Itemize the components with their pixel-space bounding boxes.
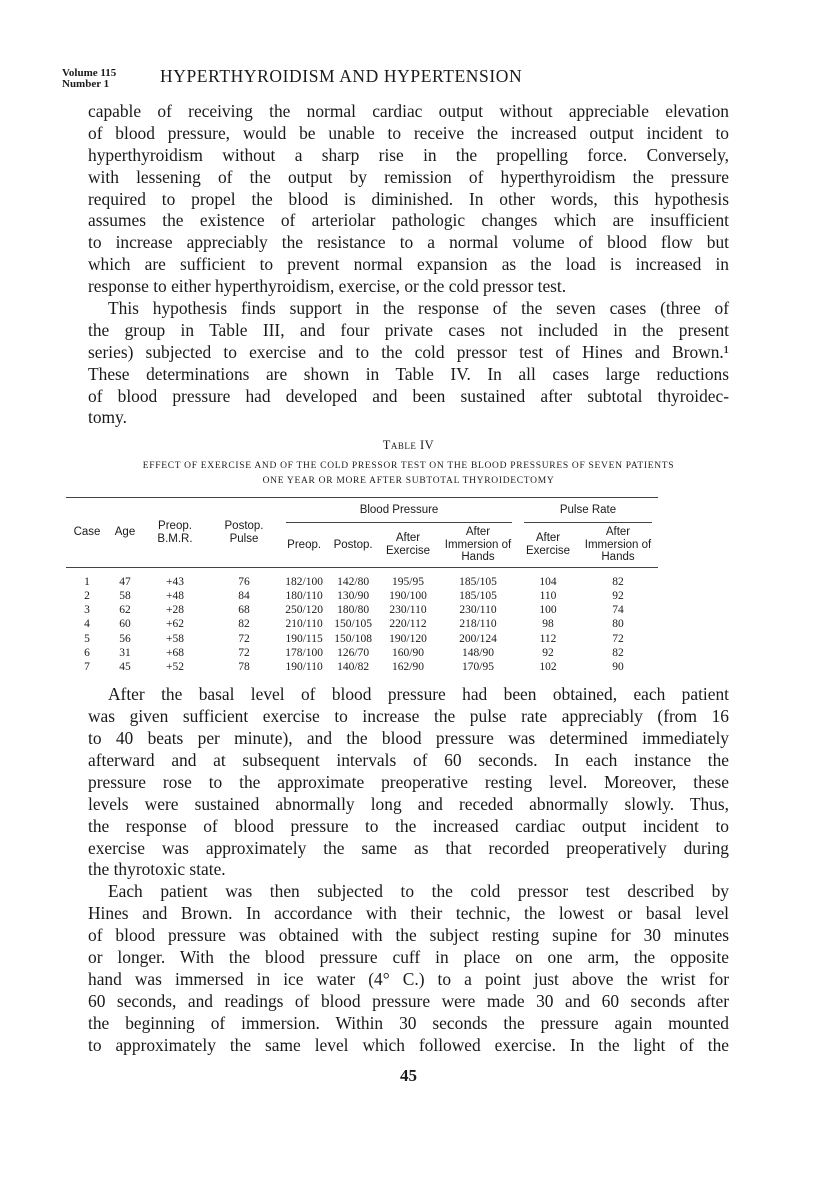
table-cell: 45 [119,661,131,674]
table-cell: +28 [166,604,184,617]
table-cell: 7 [84,661,90,674]
table-cell: 200/124 [459,632,497,645]
table-cell: 190/120 [389,632,427,645]
table-cell: 56 [119,632,131,645]
text-line: tomy. [88,407,127,428]
table-caption [48,459,769,489]
table-cell: 102 [539,661,557,674]
group-label: Blood Pressure [286,504,512,523]
table-cell: 250/120 [285,604,323,617]
text-line: was given sufficient exercise to increase the pulse rate appreciably (from 16 [88,706,729,727]
text-line: the response of blood pressure to the increased cardiac output incident to [88,815,729,836]
table-cell: +52 [166,661,184,674]
table-cell: 1 [84,575,90,588]
text-line: 60 seconds, and readings of blood pressure were made 30 and 60 seconds after [88,990,729,1011]
paragraph-3 [88,684,729,881]
col-case: Case [66,498,108,568]
table-cell: 104 [539,575,557,588]
table-cell: 162/90 [392,661,424,674]
text-line: levels were sustained abnormally long and receded abnormally slowly. Thus, [88,793,729,814]
table-cell: 185/105 [459,590,497,603]
table-cell: +62 [166,618,184,631]
running-header-title: HYPERTHYROIDISM AND HYPERTENSION [160,66,523,86]
table-cell: 47 [119,575,131,588]
table-cell: 170/95 [462,661,494,674]
text-line: series) subjected to exercise and to the cold pressor test of Hines and Brown.¹ [88,341,729,362]
table-cell: 210/110 [285,618,323,631]
caption-line: EFFECT OF EXERCISE AND OF THE COLD PRESSOR TEST ON THE BLOOD PRESSURES OF SEVEN PATIENTS [142,461,675,472]
table-cell: 148/90 [462,646,494,659]
table-cell: 150/105 [334,618,372,631]
text-line: to increase appreciably the resistance to a normal volume of blood flow but [88,232,729,253]
table-cell: 92 [542,646,554,659]
col-bp-preop: Preop. [280,523,328,568]
table-cell: 150/108 [334,632,372,645]
text-line: of blood pressure had developed and been sustained after subtotal thyroidec- [88,385,729,406]
table-cell: 185/105 [459,575,497,588]
table-title: Table IV [382,438,435,453]
table-cell: 230/110 [389,604,427,617]
table-cell: 76 [238,575,250,588]
text-line: to approximately the same level which followed exercise. In the light of the [88,1034,729,1055]
table-cell: 2 [84,590,90,603]
table-cell: 178/100 [285,646,323,659]
table-cell: 112 [539,632,557,645]
table-cell: 218/110 [459,618,497,631]
paragraph-1 [88,101,729,298]
table-cell: 82 [612,575,624,588]
table-cell: 4 [84,618,90,631]
text-line: the beginning of immersion. Within 30 seconds the pressure again mounted [88,1012,729,1033]
table-cell: 68 [238,604,250,617]
text-line: response to either hyperthyroidism, exercise, or the cold pressor test. [88,276,567,297]
table-cell: +48 [166,590,184,603]
data-table [66,497,658,674]
table-cell: 3 [84,604,90,617]
table-cell: 31 [119,646,131,659]
table-cell: 180/110 [285,590,323,603]
text-line: the thyrotoxic state. [88,859,226,880]
paragraph-4 [88,881,729,1056]
table-cell: 140/82 [337,661,370,674]
table-cell: 6 [84,646,90,659]
table-cell: 195/95 [392,575,424,588]
table-cell: 230/110 [459,604,497,617]
table-row [66,589,658,603]
col-pr-immersion: After Immersion of Hands [578,523,658,568]
table-cell: 72 [238,646,250,659]
table-cell: 78 [238,661,250,674]
group-blood-pressure [280,498,518,523]
col-age: Age [108,498,142,568]
table-cell: 130/90 [337,590,370,603]
table-cell: 100 [539,604,557,617]
table-cell: 72 [238,632,250,645]
table-cell: 72 [612,632,624,645]
table-cell: 220/112 [389,618,427,631]
col-bmr: Preop. B.M.R. [142,498,208,568]
table-cell: 60 [119,618,131,631]
group-label: Pulse Rate [524,504,652,523]
text-line: hand was immersed in ice water (4° C.) to a point just above the wrist for [88,968,729,989]
text-line: pressure rose to the approximate preoperative resting level. Moreover, these [88,771,729,792]
table-cell: 92 [612,590,624,603]
text-line: which are sufficient to prevent normal expansion as the load is increased in [88,254,729,275]
table-cell: 110 [539,590,557,603]
text-line: hyperthyroidism without a sharp rise in the propelling force. Conversely, [88,144,729,165]
group-pulse-rate [518,498,658,523]
text-line: or longer. With the blood pressure cuff in place on one arm, the opposite [88,946,729,967]
caption-line: ONE YEAR OR MORE AFTER SUBTOTAL THYROIDECTOMY [262,476,555,487]
text-line: assumes the existence of arteriolar pathologic changes which are insufficient [88,210,729,231]
col-postop-pulse: Postop. Pulse [208,498,280,568]
table-cell: 82 [238,618,250,631]
table-cell: 58 [119,590,131,603]
running-header-volume [62,68,116,90]
text-line: with lessening of the output by remission of hyperthyroidism the pressure [88,166,729,187]
table-cell: 142/80 [337,575,370,588]
table-cell: 160/90 [392,646,424,659]
table-cell: 190/115 [285,632,323,645]
text-line: of blood pressure was obtained with the subject resting supine for 30 minutes [88,925,729,946]
text-line: afterward and at subsequent intervals of 60 seconds. In each instance the [88,749,729,770]
table-row [66,646,658,660]
col-pr-exercise: After Exercise [518,523,578,568]
table-cell: 98 [542,618,554,631]
table-cell: 182/100 [285,575,323,588]
text-line: required to propel the blood is diminished. In other words, this hypothesis [88,188,729,209]
table-cell: 74 [612,604,624,617]
table-row [66,603,658,617]
table-cell: 62 [119,604,131,617]
text-line: Hines and Brown. In accordance with their technic, the lowest or basal level [88,903,729,924]
number-label: Number 1 [62,78,110,90]
text-line: After the basal level of blood pressure had been obtained, each patient [108,684,729,705]
table-cell: 90 [612,661,624,674]
text-line: to 40 beats per minute), and the blood pressure was determined immediately [88,728,729,749]
table-cell: +43 [166,575,184,588]
text-line: This hypothesis finds support in the response of the seven cases (three of [108,298,729,319]
text-line: the group in Table III, and four private cases not included in the present [88,319,729,340]
col-bp-postop: Postop. [328,523,378,568]
text-line: These determinations are shown in Table IV. In all cases large reductions [88,363,729,384]
table-row [66,660,658,674]
table-row [66,632,658,646]
text-line: exercise was approximately the same as that recorded preoperatively during [88,837,729,858]
table-cell: +68 [166,646,184,659]
col-bp-immersion: After Immersion of Hands [438,523,518,568]
table-cell: 180/80 [337,604,370,617]
page-number: 45 [400,1066,417,1086]
table-cell: 84 [238,590,250,603]
table-cell: 190/100 [389,590,427,603]
col-bp-exercise: After Exercise [378,523,438,568]
table-cell: 190/110 [285,661,323,674]
paragraph-2 [88,298,729,429]
table-cell: +58 [166,632,184,645]
table-row [66,567,658,589]
table-cell: 80 [612,618,624,631]
table-cell: 126/70 [337,646,370,659]
text-line: Each patient was then subjected to the cold pressor test described by [108,881,729,902]
volume-label: Volume 115 [62,67,117,79]
table-row [66,617,658,631]
text-line: of blood pressure, would be unable to receive the increased output incident to [88,122,729,143]
table-cell: 82 [612,646,624,659]
text-line: capable of receiving the normal cardiac output without appreciable elevation [88,101,729,121]
table-cell: 5 [84,632,90,645]
